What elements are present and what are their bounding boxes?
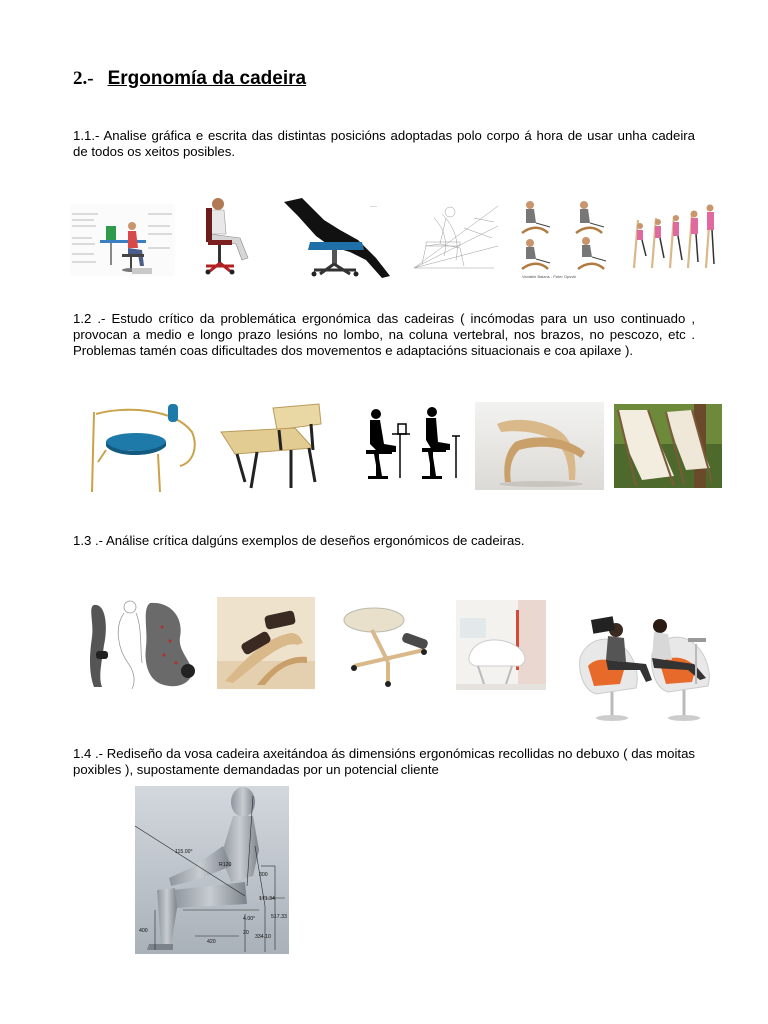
- section-1-2-text: 1.2 .- Estudo crítico da problemática ergonómica das cadeiras ( incómodas para un uso continuado , provocan a medio e longo prazo lesións no lombo, na coluna vertebral, nos brazos, no pescozo, etc . Problemas tamén coas dificultades dos movementos e adaptacións situacionais e coa apilaxe ).: [73, 311, 695, 358]
- cad-dim-d: 334.10: [255, 934, 271, 940]
- cad-angle-seat: 4.00°: [243, 916, 256, 922]
- svg-text:~~~: ~~~: [370, 204, 378, 209]
- cad-ergonomic-drawing-image: [135, 786, 289, 954]
- tripp-trapp-chairs-image: [626, 200, 716, 272]
- heading-title: Ergonomía da cadeira: [107, 68, 307, 89]
- laptop-lounge-chairs-image: [576, 604, 724, 726]
- sitting-posture-silhouettes-image: [356, 404, 462, 486]
- canvas-sling-chair-image: [614, 404, 722, 488]
- cad-seat-height: 400: [139, 928, 148, 934]
- posture-sketch-image: [404, 198, 502, 278]
- cad-dim-a: 171.34: [259, 896, 275, 902]
- heading-number: 2.-: [73, 68, 94, 89]
- wooden-school-chair-image: [215, 402, 327, 490]
- reclining-chair-silhouette-image: [280, 196, 393, 280]
- white-lounge-chair-image: [456, 600, 546, 690]
- cad-back-height: 300: [259, 872, 268, 878]
- balans-kneeling-chair-image: [217, 597, 315, 689]
- posture-diagram-image: [70, 204, 175, 276]
- blue-round-chair-image: [84, 402, 200, 494]
- page-heading: [73, 68, 306, 90]
- stool-kneeling-chair-image: [338, 600, 434, 688]
- cad-seat-depth: 420: [207, 939, 216, 945]
- cad-dim-c: 20: [243, 930, 249, 936]
- kneeling-caption: Variable Balans - Peter Opsvik: [522, 274, 577, 279]
- kneeling-chair-sequence-image: [514, 197, 614, 279]
- cad-angle-back: 115.00°: [175, 849, 193, 855]
- section-1-1-text: 1.1.- Analise gráfica e escrita das distintas posicións adoptadas polo corpo á hora de usar unha cadeira de todos os xeitos posibles.: [73, 128, 695, 159]
- curved-plywood-chair-image: [475, 402, 604, 490]
- cad-dim-b: 517.33: [271, 914, 287, 920]
- cad-radius: R120: [219, 862, 232, 868]
- section-1-3-text: 1.3 .- Análise crítica dalgúns exemplos de deseños ergonómicos de cadeiras.: [73, 533, 525, 548]
- section-1-4-text: 1.4 .- Rediseño da vosa cadeira axeitándoa ás dimensións ergonómicas recollidas no debuxo ( das moitas poxibles ), supostamente demandadas por un potencial cliente: [73, 746, 695, 777]
- backrest-cushion-image: [84, 597, 200, 691]
- office-chair-person-image: [196, 196, 258, 276]
